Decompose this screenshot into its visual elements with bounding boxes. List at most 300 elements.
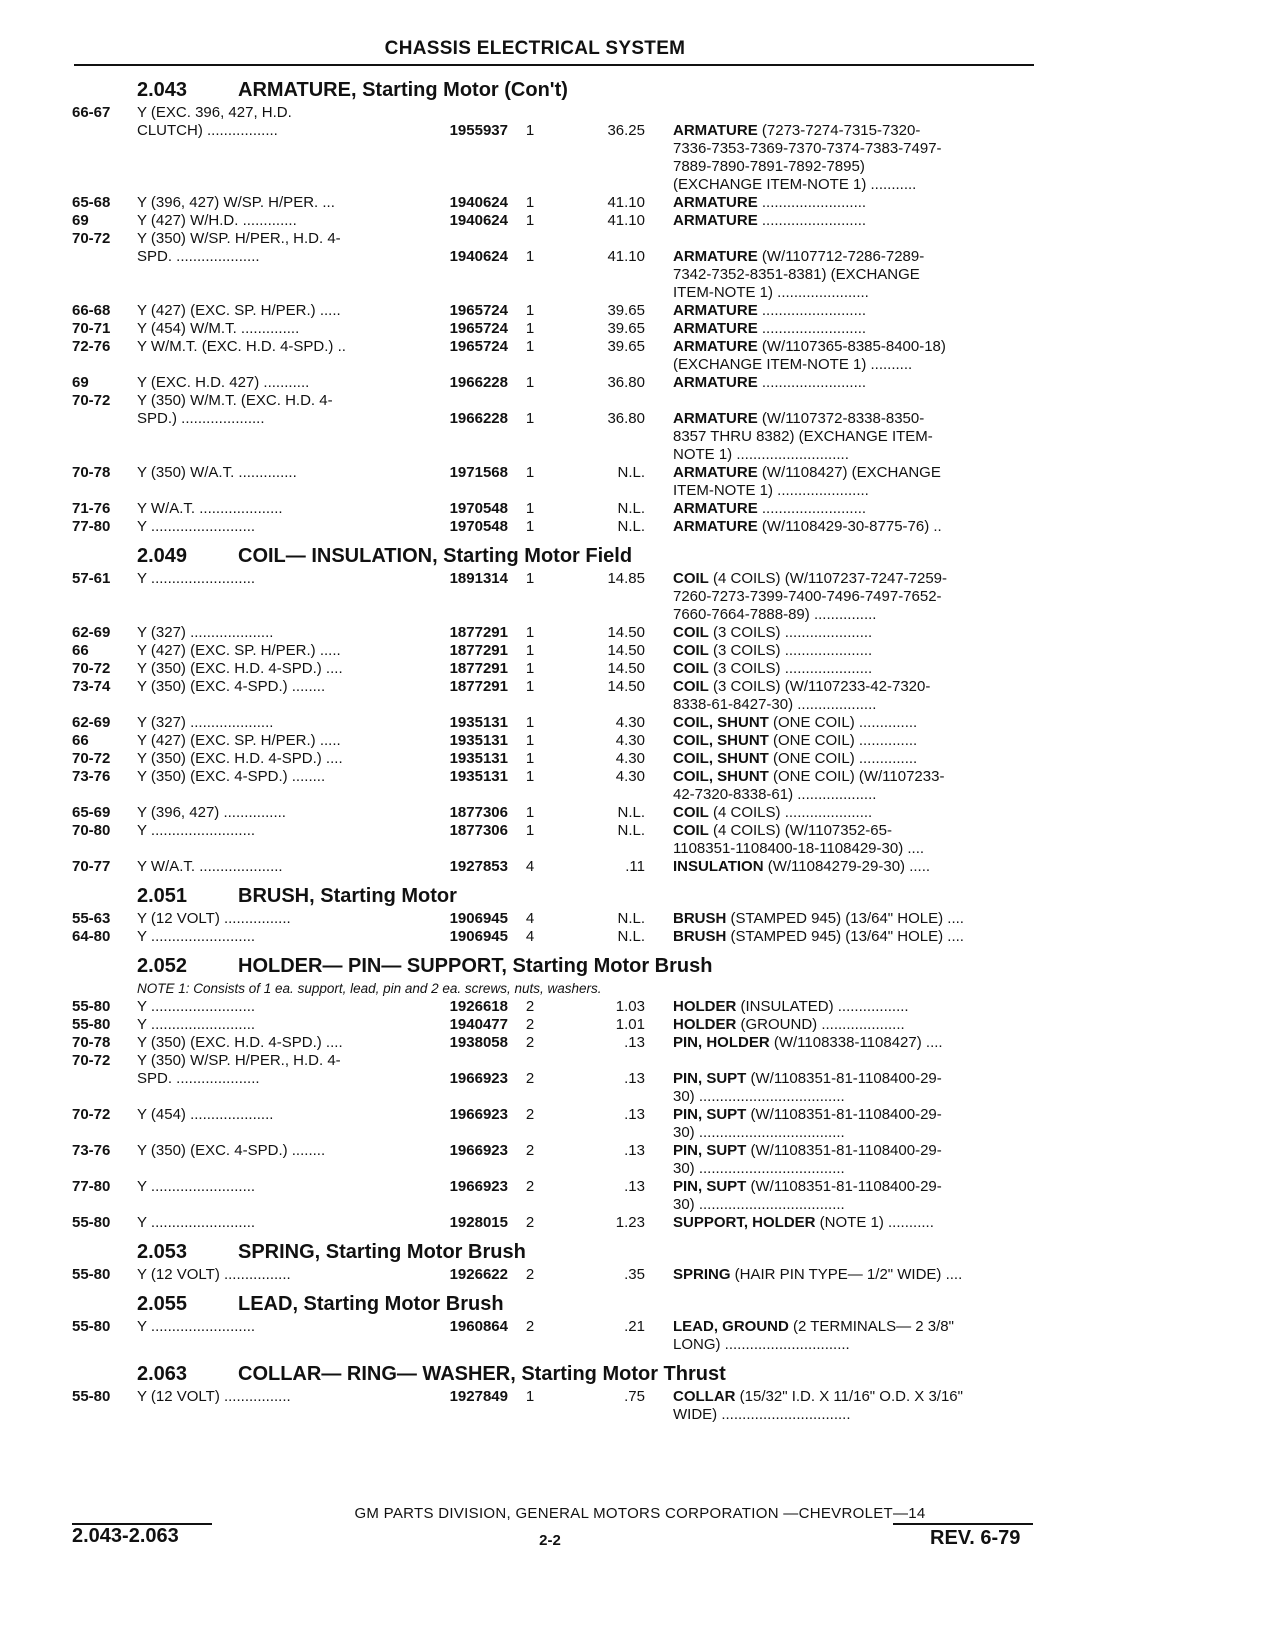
quantity: 2	[525, 1318, 535, 1335]
quantity: 1	[525, 500, 535, 517]
description: PIN, SUPT (W/1108351-81-1108400-29-	[673, 1070, 942, 1087]
quantity: 2	[525, 1070, 535, 1087]
section-title: COIL— INSULATION, Starting Motor Field	[238, 545, 633, 567]
price: 36.25	[607, 122, 645, 139]
application: Y (350) (EXC. H.D. 4-SPD.) ....	[137, 660, 343, 677]
description: ARMATURE .........................	[673, 302, 867, 319]
price: N.L.	[617, 822, 645, 839]
model-years: 70-78	[72, 1034, 111, 1051]
section-title: BRUSH, Starting Motor	[238, 885, 457, 907]
part-number: 1877291	[449, 642, 508, 659]
parts-row	[68, 840, 1038, 858]
quantity: 1	[525, 464, 535, 481]
quantity: 1	[525, 122, 535, 139]
quantity: 4	[525, 928, 535, 945]
model-years: 71-76	[72, 500, 111, 517]
parts-row	[68, 750, 1038, 768]
part-number: 1965724	[449, 302, 508, 319]
model-years: 70-72	[72, 660, 111, 677]
application: Y (EXC. H.D. 427) ...........	[137, 374, 310, 391]
parts-row	[68, 822, 1038, 840]
parts-row	[68, 588, 1038, 606]
parts-row	[68, 660, 1038, 678]
parts-row	[68, 1160, 1038, 1178]
price: 41.10	[607, 248, 645, 265]
application: Y (12 VOLT) ................	[137, 1388, 291, 1405]
parts-row	[68, 714, 1038, 732]
part-number: 1877306	[449, 822, 508, 839]
part-number: 1966228	[449, 374, 508, 391]
description: COIL (3 COILS) .....................	[673, 642, 873, 659]
parts-row	[68, 302, 1038, 320]
section-number: 2.053	[137, 1241, 188, 1263]
application: Y .........................	[137, 570, 256, 587]
model-years: 55-80	[72, 1318, 111, 1335]
description: 42-7320-8338-61) ...................	[673, 786, 877, 803]
part-number: 1906945	[449, 928, 508, 945]
application: Y .........................	[137, 518, 256, 535]
parts-row	[68, 804, 1038, 822]
part-number: 1877291	[449, 624, 508, 641]
section-number: 2.063	[137, 1363, 188, 1385]
part-number: 1966923	[449, 1178, 508, 1195]
section-title: COLLAR— RING— WASHER, Starting Motor Thrust	[238, 1363, 726, 1385]
application: Y (396, 427) ...............	[137, 804, 286, 821]
part-number: 1966923	[449, 1106, 508, 1123]
description: 7260-7273-7399-7400-7496-7497-7652-	[673, 588, 942, 605]
section-note	[68, 980, 1038, 998]
section-number: 2.043	[137, 79, 188, 101]
description: 7660-7664-7888-89) ...............	[673, 606, 877, 623]
section-title: ARMATURE, Starting Motor (Con't)	[238, 79, 568, 101]
quantity: 4	[525, 910, 535, 927]
part-number: 1935131	[449, 732, 508, 749]
price: .13	[624, 1178, 645, 1195]
parts-row	[68, 1016, 1038, 1034]
part-number: 1926618	[449, 998, 508, 1015]
price: N.L.	[617, 464, 645, 481]
description: COIL, SHUNT (ONE COIL) ..............	[673, 732, 918, 749]
model-years: 62-69	[72, 624, 111, 641]
model-years: 70-71	[72, 320, 111, 337]
parts-row	[68, 356, 1038, 374]
application: Y (327) ....................	[137, 624, 274, 641]
description: SUPPORT, HOLDER (NOTE 1) ...........	[673, 1214, 934, 1231]
price: 4.30	[615, 768, 645, 785]
parts-row	[68, 266, 1038, 284]
model-years: 55-63	[72, 910, 111, 927]
application: Y (12 VOLT) ................	[137, 1266, 291, 1283]
parts-row	[68, 446, 1038, 464]
application: Y (350) (EXC. H.D. 4-SPD.) ....	[137, 1034, 343, 1051]
description: COIL (4 COILS) (W/1107352-65-	[673, 822, 892, 839]
quantity: 1	[525, 822, 535, 839]
part-number: 1965724	[449, 320, 508, 337]
price: 14.85	[607, 570, 645, 587]
description: NOTE 1) ...........................	[673, 446, 849, 463]
description: ARMATURE (W/1107712-7286-7289-	[673, 248, 925, 265]
parts-row	[68, 732, 1038, 750]
application: Y (12 VOLT) ................	[137, 910, 291, 927]
part-number: 1971568	[449, 464, 508, 481]
parts-row	[68, 570, 1038, 588]
model-years: 73-76	[72, 1142, 111, 1159]
application: Y .........................	[137, 1214, 256, 1231]
price: 39.65	[607, 320, 645, 337]
quantity: 2	[525, 1214, 535, 1231]
description: ITEM-NOTE 1) ......................	[673, 284, 869, 301]
parts-row	[68, 482, 1038, 500]
parts-row	[68, 1196, 1038, 1214]
part-number: 1935131	[449, 768, 508, 785]
part-number: 1955937	[449, 122, 508, 139]
parts-row	[68, 606, 1038, 624]
parts-row	[68, 410, 1038, 428]
model-years: 69	[72, 374, 89, 391]
quantity: 2	[525, 1266, 535, 1283]
parts-row	[68, 1070, 1038, 1088]
description: COIL (4 COILS) (W/1107237-7247-7259-	[673, 570, 948, 587]
model-years: 57-61	[72, 570, 111, 587]
description: HOLDER (GROUND) ....................	[673, 1016, 905, 1033]
part-number: 1970548	[449, 518, 508, 535]
part-number: 1970548	[449, 500, 508, 517]
model-years: 55-80	[72, 998, 111, 1015]
price: .13	[624, 1070, 645, 1087]
description: 7342-7352-8351-8381) (EXCHANGE	[673, 266, 920, 283]
section-heading	[68, 1238, 1038, 1266]
application: Y W/M.T. (EXC. H.D. 4-SPD.) ..	[137, 338, 346, 355]
price: 36.80	[607, 410, 645, 427]
parts-row	[68, 696, 1038, 714]
quantity: 4	[525, 858, 535, 875]
parts-row	[68, 1266, 1038, 1284]
parts-row	[68, 500, 1038, 518]
quantity: 2	[525, 1142, 535, 1159]
header-rule	[74, 64, 1034, 66]
model-years: 72-76	[72, 338, 111, 355]
parts-row	[68, 518, 1038, 536]
page-title: CHASSIS ELECTRICAL SYSTEM	[384, 38, 686, 59]
part-number: 1966228	[449, 410, 508, 427]
part-number: 1927849	[449, 1388, 508, 1405]
part-number: 1927853	[449, 858, 508, 875]
part-number: 1940477	[449, 1016, 508, 1033]
price: .75	[624, 1388, 645, 1405]
description: BRUSH (STAMPED 945) (13/64" HOLE) ....	[673, 928, 964, 945]
part-number: 1940624	[449, 212, 508, 229]
model-years: 77-80	[72, 518, 111, 535]
parts-row	[68, 122, 1038, 140]
price: 14.50	[607, 660, 645, 677]
part-number: 1966923	[449, 1070, 508, 1087]
description: 30) ...................................	[673, 1160, 845, 1177]
application: Y (350) W/SP. H/PER., H.D. 4-	[137, 1052, 341, 1069]
application: Y (350) (EXC. 4-SPD.) ........	[137, 678, 326, 695]
price: 14.50	[607, 642, 645, 659]
description: ARMATURE .........................	[673, 374, 867, 391]
quantity: 1	[525, 518, 535, 535]
parts-row	[68, 464, 1038, 482]
price: 39.65	[607, 338, 645, 355]
description: COIL, SHUNT (ONE COIL) (W/1107233-	[673, 768, 945, 785]
description: ARMATURE (W/1108429-30-8775-76) ..	[673, 518, 942, 535]
price: N.L.	[617, 804, 645, 821]
description: 8357 THRU 8382) (EXCHANGE ITEM-	[673, 428, 933, 445]
quantity: 1	[525, 660, 535, 677]
description: BRUSH (STAMPED 945) (13/64" HOLE) ....	[673, 910, 964, 927]
description: PIN, SUPT (W/1108351-81-1108400-29-	[673, 1142, 942, 1159]
description: COIL, SHUNT (ONE COIL) ..............	[673, 750, 918, 767]
section-heading	[68, 542, 1038, 570]
price: 41.10	[607, 194, 645, 211]
parts-row	[68, 998, 1038, 1016]
application: Y (427) W/H.D. .............	[137, 212, 297, 229]
parts-row	[68, 320, 1038, 338]
part-number: 1928015	[449, 1214, 508, 1231]
model-years: 66	[72, 732, 89, 749]
quantity: 1	[525, 302, 535, 319]
description: LEAD, GROUND (2 TERMINALS— 2 3/8"	[673, 1318, 954, 1335]
section-number: 2.049	[137, 545, 188, 567]
model-years: 70-72	[72, 1106, 111, 1123]
price: .11	[625, 858, 645, 875]
description: COIL (4 COILS) .....................	[673, 804, 873, 821]
model-years: 55-80	[72, 1388, 111, 1405]
price: N.L.	[617, 928, 645, 945]
description: ARMATURE (7273-7274-7315-7320-	[673, 122, 921, 139]
parts-catalog	[68, 76, 1038, 1430]
footer-revision: REV. 6-79	[930, 1527, 1021, 1549]
parts-row	[68, 1336, 1038, 1354]
application: Y (454) ....................	[137, 1106, 274, 1123]
price: 4.30	[615, 714, 645, 731]
parts-row	[68, 194, 1038, 212]
description: 7336-7353-7369-7370-7374-7383-7497-	[673, 140, 942, 157]
parts-row	[68, 1178, 1038, 1196]
application: Y .........................	[137, 1318, 256, 1335]
part-number: 1877291	[449, 660, 508, 677]
parts-row	[68, 284, 1038, 302]
application: Y .........................	[137, 822, 256, 839]
price: 1.23	[615, 1214, 645, 1231]
quantity: 1	[525, 678, 535, 695]
parts-row	[68, 1088, 1038, 1106]
quantity: 1	[525, 374, 535, 391]
application: SPD.) ....................	[137, 410, 265, 427]
parts-row	[68, 1388, 1038, 1406]
price: 14.50	[607, 624, 645, 641]
parts-row	[68, 858, 1038, 876]
parts-row	[68, 768, 1038, 786]
model-years: 77-80	[72, 1178, 111, 1195]
parts-row	[68, 104, 1038, 122]
model-years: 70-72	[72, 230, 111, 247]
part-number: 1877306	[449, 804, 508, 821]
quantity: 1	[525, 624, 535, 641]
description: ARMATURE (W/1107372-8338-8350-	[673, 410, 925, 427]
model-years: 65-68	[72, 194, 111, 211]
quantity: 1	[525, 714, 535, 731]
application: Y (350) W/A.T. ..............	[137, 464, 297, 481]
price: .35	[624, 1266, 645, 1283]
section-number: 2.051	[137, 885, 188, 907]
price: 1.01	[615, 1016, 645, 1033]
application: Y (EXC. 396, 427, H.D.	[137, 104, 292, 121]
quantity: 1	[525, 732, 535, 749]
parts-row	[68, 1214, 1038, 1232]
section-title: LEAD, Starting Motor Brush	[238, 1293, 504, 1315]
model-years: 73-76	[72, 768, 111, 785]
quantity: 1	[525, 570, 535, 587]
parts-row	[68, 786, 1038, 804]
application: Y W/A.T. ....................	[137, 500, 283, 517]
description: (EXCHANGE ITEM-NOTE 1) ..........	[673, 356, 913, 373]
part-number: 1906945	[449, 910, 508, 927]
parts-row	[68, 1106, 1038, 1124]
section-number: 2.052	[137, 955, 188, 977]
part-number: 1877291	[449, 678, 508, 695]
description: PIN, HOLDER (W/1108338-1108427) ....	[673, 1034, 943, 1051]
model-years: 73-74	[72, 678, 111, 695]
parts-row	[68, 678, 1038, 696]
model-years: 70-72	[72, 392, 111, 409]
application: Y (427) (EXC. SP. H/PER.) .....	[137, 642, 341, 659]
price: 4.30	[615, 732, 645, 749]
part-number: 1965724	[449, 338, 508, 355]
price: .21	[624, 1318, 645, 1335]
model-years: 65-69	[72, 804, 111, 821]
application: Y (350) W/SP. H/PER., H.D. 4-	[137, 230, 341, 247]
price: .13	[624, 1034, 645, 1051]
price: 39.65	[607, 302, 645, 319]
description: 7889-7890-7891-7892-7895)	[673, 158, 865, 175]
application: Y (350) (EXC. 4-SPD.) ........	[137, 1142, 326, 1159]
description: ARMATURE .........................	[673, 194, 867, 211]
application: Y (396, 427) W/SP. H/PER. ...	[137, 194, 335, 211]
description: PIN, SUPT (W/1108351-81-1108400-29-	[673, 1178, 942, 1195]
parts-row	[68, 1142, 1038, 1160]
description: SPRING (HAIR PIN TYPE— 1/2" WIDE) ....	[673, 1266, 963, 1283]
model-years: 70-78	[72, 464, 111, 481]
application: Y .........................	[137, 1016, 256, 1033]
parts-row	[68, 928, 1038, 946]
application: Y (427) (EXC. SP. H/PER.) .....	[137, 302, 341, 319]
application: Y (350) (EXC. 4-SPD.) ........	[137, 768, 326, 785]
description: COLLAR (15/32" I.D. X 11/16" O.D. X 3/16"	[673, 1388, 963, 1405]
description: COIL, SHUNT (ONE COIL) ..............	[673, 714, 918, 731]
application: Y .........................	[137, 998, 256, 1015]
footer-page-number: 2-2	[539, 1532, 561, 1549]
description: COIL (3 COILS) .....................	[673, 624, 873, 641]
parts-row	[68, 1406, 1038, 1424]
quantity: 2	[525, 998, 535, 1015]
description: PIN, SUPT (W/1108351-81-1108400-29-	[673, 1106, 942, 1123]
model-years: 55-80	[72, 1016, 111, 1033]
quantity: 1	[525, 338, 535, 355]
quantity: 1	[525, 768, 535, 785]
parts-row	[68, 230, 1038, 248]
application: Y (350) W/M.T. (EXC. H.D. 4-	[137, 392, 333, 409]
part-number: 1935131	[449, 750, 508, 767]
part-number: 1938058	[449, 1034, 508, 1051]
quantity: 1	[525, 410, 535, 427]
price: .13	[624, 1106, 645, 1123]
description: 30) ...................................	[673, 1196, 845, 1213]
description: COIL (3 COILS) (W/1107233-42-7320-	[673, 678, 931, 695]
part-number: 1891314	[449, 570, 508, 587]
parts-row	[68, 642, 1038, 660]
description: HOLDER (INSULATED) .................	[673, 998, 909, 1015]
parts-row	[68, 374, 1038, 392]
quantity: 1	[525, 750, 535, 767]
section-heading	[68, 1290, 1038, 1318]
description: ARMATURE .........................	[673, 500, 867, 517]
application: Y W/A.T. ....................	[137, 858, 283, 875]
model-years: 70-72	[72, 750, 111, 767]
section-note-text: NOTE 1: Consists of 1 ea. support, lead, pin and 2 ea. screws, nuts, washers.	[137, 981, 602, 996]
parts-row	[68, 338, 1038, 356]
price: N.L.	[617, 910, 645, 927]
model-years: 70-77	[72, 858, 111, 875]
price: 41.10	[607, 212, 645, 229]
part-number: 1940624	[449, 194, 508, 211]
footer-section-range: 2.043-2.063	[72, 1525, 179, 1547]
part-number: 1940624	[449, 248, 508, 265]
quantity: 1	[525, 642, 535, 659]
price: .13	[624, 1142, 645, 1159]
section-number: 2.055	[137, 1293, 188, 1315]
quantity: 1	[525, 248, 535, 265]
part-number: 1966923	[449, 1142, 508, 1159]
section-heading	[68, 882, 1038, 910]
application: Y (427) (EXC. SP. H/PER.) .....	[137, 732, 341, 749]
application: Y .........................	[137, 928, 256, 945]
quantity: 1	[525, 1388, 535, 1405]
part-number: 1926622	[449, 1266, 508, 1283]
parts-row	[68, 1318, 1038, 1336]
parts-row	[68, 1052, 1038, 1070]
parts-row	[68, 392, 1038, 410]
application: Y .........................	[137, 1178, 256, 1195]
quantity: 2	[525, 1016, 535, 1033]
parts-row	[68, 1124, 1038, 1142]
quantity: 1	[525, 804, 535, 821]
description: COIL (3 COILS) .....................	[673, 660, 873, 677]
price: 4.30	[615, 750, 645, 767]
description: LONG) ..............................	[673, 1336, 850, 1353]
parts-row	[68, 158, 1038, 176]
description: (EXCHANGE ITEM-NOTE 1) ...........	[673, 176, 917, 193]
model-years: 66-68	[72, 302, 111, 319]
model-years: 64-80	[72, 928, 111, 945]
parts-row	[68, 248, 1038, 266]
parts-row	[68, 910, 1038, 928]
section-title: HOLDER— PIN— SUPPORT, Starting Motor Brush	[238, 955, 713, 977]
footer-publisher: GM PARTS DIVISION, GENERAL MOTORS CORPORATION —CHEVROLET—14	[354, 1505, 926, 1522]
part-number: 1960864	[449, 1318, 508, 1335]
model-years: 69	[72, 212, 89, 229]
parts-row	[68, 176, 1038, 194]
description: ARMATURE (W/1108427) (EXCHANGE	[673, 464, 941, 481]
quantity: 1	[525, 320, 535, 337]
price: N.L.	[617, 500, 645, 517]
price: 36.80	[607, 374, 645, 391]
price: 14.50	[607, 678, 645, 695]
description: WIDE) ...............................	[673, 1406, 851, 1423]
quantity: 2	[525, 1106, 535, 1123]
model-years: 55-80	[72, 1214, 111, 1231]
